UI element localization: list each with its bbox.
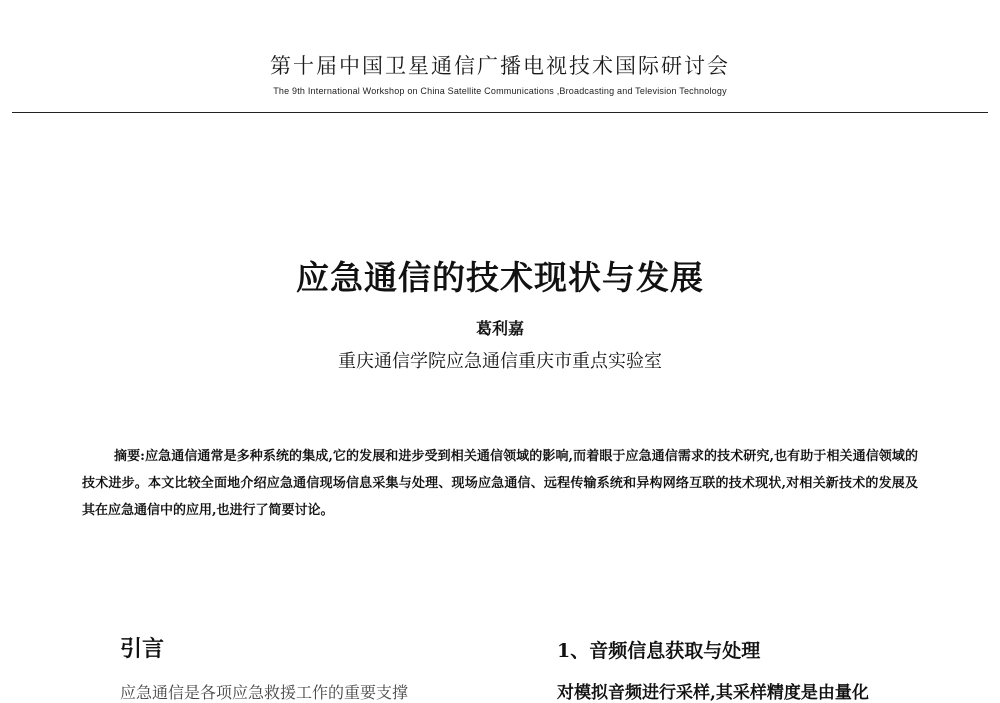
section-heading-introduction: 引言 bbox=[120, 637, 165, 662]
header-divider bbox=[12, 112, 988, 113]
paper-title: 应急通信的技术现状与发展 bbox=[296, 258, 704, 297]
left-column-body-text: 应急通信是各项应急救援工作的重要支撑 bbox=[120, 683, 409, 702]
section-heading-audio: 1、音频信息获取与处理 bbox=[557, 640, 761, 662]
right-column-body-text: 对模拟音频进行采样,其采样精度是由量化 bbox=[557, 683, 869, 703]
conference-title-cn: 第十届中国卫星通信广播电视技术国际研讨会 bbox=[270, 54, 730, 78]
paper-abstract: 摘要:应急通信通常是多种系统的集成,它的发展和进步受到相关通信领域的影响,而着眼于应急通信需求的技术研究,也有助于相关通信领域的技术进步。本文比较全面地介绍应急通信现场信息采集与处理、现场应急通信、远程传输系统和异构网络互联的技术现状,对相关新技术的发展及其在应急通信中的应用,也进行了简要讨论。 bbox=[82, 449, 918, 518]
paper-author: 葛利嘉 bbox=[475, 319, 524, 338]
conference-title-en: The 9th International Workshop on China Satellite Communications ,Broadcasting and Television Technology bbox=[273, 86, 727, 96]
conference-header bbox=[0, 50, 1000, 96]
paper-affiliation: 重庆通信学院应急通信重庆市重点实验室 bbox=[338, 351, 662, 372]
